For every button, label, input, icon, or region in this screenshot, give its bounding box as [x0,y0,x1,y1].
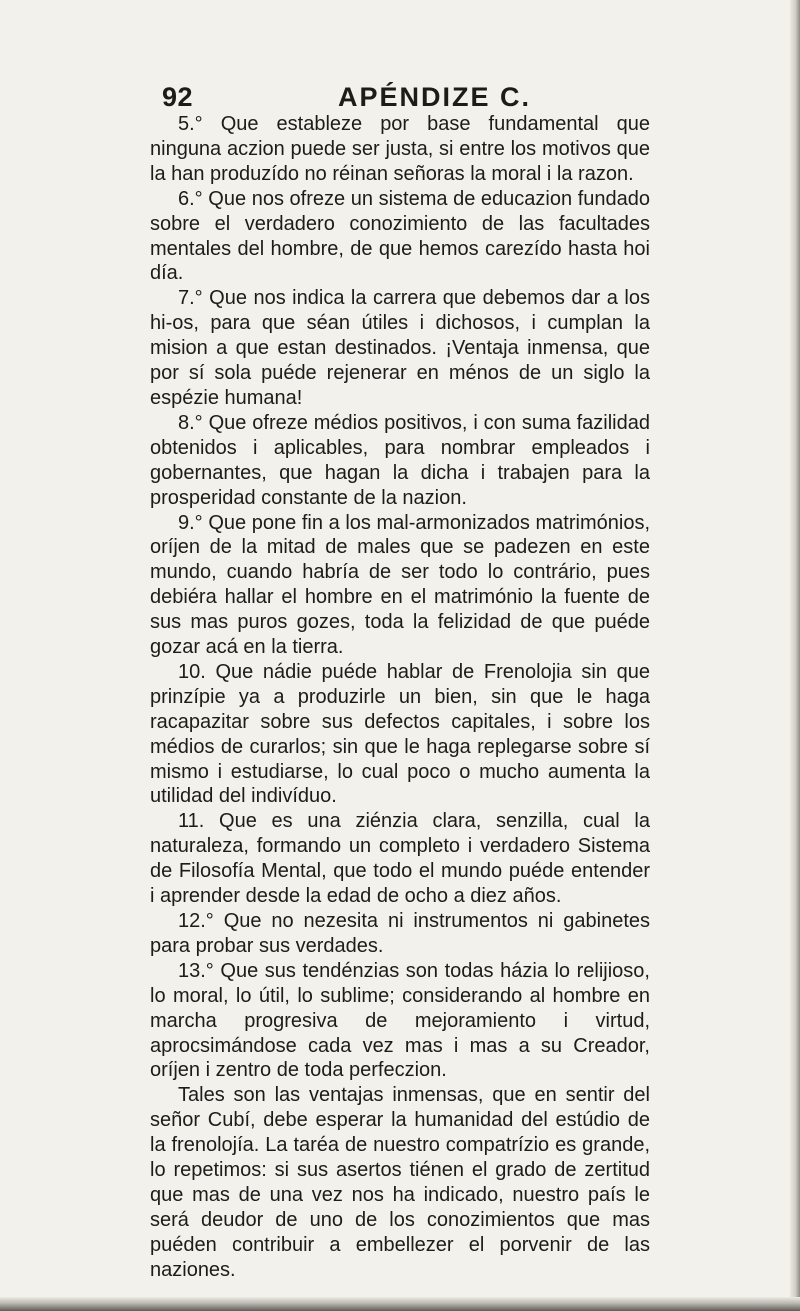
paragraph-number: 12.° [178,910,214,932]
paragraph-text: Que sus tendénzias son todas házia lo relijioso, lo moral, lo útil, lo sublime; considerando al hombre en marcha progresiva de mejoramiento i virtud, aprocsimándose cada vez mas i mas a su Creador, oríjen i zentro de toda perfeczion. [150,959,650,1082]
paragraph-text: Que no nezesita ni instrumentos ni gabinetes para probar sus verdades. [150,910,650,957]
paragraph-11 [150,809,650,909]
paragraph-5 [150,112,650,187]
paragraph-6 [150,187,650,287]
page-edge-right [790,0,800,1311]
paragraph-7 [150,286,650,411]
paragraph-10 [150,660,650,809]
running-head: APÉNDIZE C. [338,82,532,112]
page-edge-bottom [0,1297,800,1311]
paragraph-number: 6.° [178,187,203,210]
paragraph-9 [150,511,650,660]
paragraph-number: 9.° [178,511,203,534]
paragraph-text: Que nos indica la carrera que debemos dar a los hi-os, para que séan útiles i dichosos, i cumplan la mision a que estan destinados. ¡Ventaja inmensa, que por sí sola puéde rejenerar en ménos de un siglo la espézie humana! [150,287,650,409]
paragraph-text: Que pone fin a los mal-armonizados matrimónios, oríjen de la mitad de males que se padezen en este mundo, cuando habría de ser todo lo contrário, pues debiéra hallar el hombre en el matrimónio la fuente de sus mas puros gozes, toda la felizidad de que puéde gozar acá en la tierra. [150,511,650,659]
page-number: 92 [162,82,194,112]
paragraph-text: Que nos ofreze un sistema de educazion fundado sobre el verdadero conozimiento de las facultades mentales del hombre, de que hemos carezído hasta hoi día. [150,187,651,285]
paragraph-number: 7.° [178,287,203,310]
paragraph-text: Que estableze por base fundamental que ninguna aczion puede ser justa, si entre los motivos que la han produzído no réinan señoras la moral i la razon. [150,113,650,185]
paragraph-number: 5.° [178,113,203,135]
paragraph-text: Que es una ziénzia clara, senzilla, cual la naturaleza, formando un completo i verdadero Sistema de Filosofía Mental, que todo el mundo puéde entender i aprender desde la edad de ocho a diez años. [150,810,650,908]
paragraph-closing [150,1083,650,1282]
paragraph-text: Que ofreze médios positivos, i con suma fazilidad obtenidos i aplicables, para nombrar empleados i gobernantes, que hagan la dicha i trabajen para la prosperidad constante de la nazion. [150,411,650,509]
paragraph-text: Tales son las ventajas inmensas, que en sentir del señor Cubí, debe esperar la humanidad del estúdio de la frenolojía. La taréa de nuestro compatrízio es grande, lo repetimos: si sus asertos tiénen el grado de zertitud que mas de una vez nos ha indicado, nuestro país le será deudor de uno de los conozimientos que mas puéden contribuir a embellezer el porvenir de las naziones. [150,1084,650,1281]
paragraph-8 [150,411,650,511]
paragraph-13 [150,959,650,1084]
paragraph-number: 13.° [178,959,214,982]
body-text [150,112,650,1283]
paragraph-text: Que nádie puéde hablar de Frenolojia sin que prinzípie ya a produzirle un bien, sin que le haga racapazitar sobre sus defectos capitales, i sobre los médios de curarlos; sin que le haga replegarse sobre sí mismo i estudiarse, lo cual poco o mucho aumenta la utilidad del indivíduo. [150,660,650,808]
paragraph-number: 8.° [178,411,203,434]
paragraph-number: 11. [178,810,205,833]
paragraph-number: 10. [178,660,206,683]
paragraph-12 [150,909,650,959]
